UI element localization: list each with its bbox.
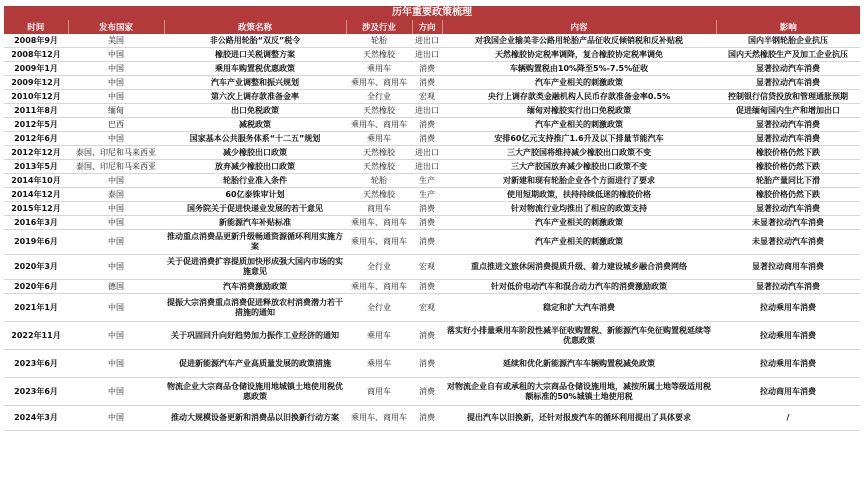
cell-policy: 新能源汽车补贴标准 bbox=[164, 216, 346, 230]
cell-country: 泰国 bbox=[68, 188, 164, 202]
cell-country: 中国 bbox=[68, 350, 164, 378]
cell-content: 使用短期政策，扶持持续低迷的橡胶价格 bbox=[442, 188, 716, 202]
cell-direction: 进出口 bbox=[412, 160, 442, 174]
cell-industry: 天然橡胶 bbox=[346, 160, 412, 174]
cell-time: 2020年3月 bbox=[4, 255, 68, 280]
cell-impact: 促进缅甸国内生产和增加出口 bbox=[716, 104, 860, 118]
cell-impact: 显著拉动汽车消费 bbox=[716, 118, 860, 132]
cell-content: 对物流企业自有或承租的大宗商品仓储设施用地，减按所属土地等级适用税额标准的50%城镇土地使用税 bbox=[442, 378, 716, 406]
cell-policy: 提振大宗消费重点消费促进释放农村消费潜力若干措施的通知 bbox=[164, 294, 346, 322]
table-row bbox=[4, 34, 860, 48]
cell-direction: 消费 bbox=[412, 76, 442, 90]
cell-impact: / bbox=[716, 406, 860, 431]
cell-impact: 拉动乘用车消费 bbox=[716, 294, 860, 322]
cell-country: 缅甸 bbox=[68, 104, 164, 118]
cell-content: 汽车产业相关的刺激政策 bbox=[442, 76, 716, 90]
cell-direction: 消费 bbox=[412, 406, 442, 431]
cell-direction: 消费 bbox=[412, 280, 442, 294]
header-industry: 涉及行业 bbox=[346, 20, 412, 34]
header-direction: 方向 bbox=[412, 20, 442, 34]
table-row bbox=[4, 255, 860, 280]
cell-direction: 消费 bbox=[412, 350, 442, 378]
cell-time: 2013年5月 bbox=[4, 160, 68, 174]
cell-time: 2023年6月 bbox=[4, 350, 68, 378]
table-row bbox=[4, 202, 860, 216]
header-content: 内容 bbox=[442, 20, 716, 34]
cell-direction: 生产 bbox=[412, 174, 442, 188]
cell-time: 2009年1月 bbox=[4, 62, 68, 76]
cell-policy: 汽车消费激励政策 bbox=[164, 280, 346, 294]
cell-industry: 全行业 bbox=[346, 294, 412, 322]
cell-industry: 乘用车 bbox=[346, 322, 412, 350]
cell-policy: 关于巩固回升向好趋势加力振作工业经济的通知 bbox=[164, 322, 346, 350]
cell-policy: 国务院关于促进快递业发展的若干意见 bbox=[164, 202, 346, 216]
cell-country: 中国 bbox=[68, 294, 164, 322]
cell-direction: 消费 bbox=[412, 202, 442, 216]
header-time: 时间 bbox=[4, 20, 68, 34]
cell-impact: 显著拉动汽车消费 bbox=[716, 132, 860, 146]
cell-industry: 轮胎 bbox=[346, 174, 412, 188]
cell-content: 针对低价电动汽车和混合动力汽车的消费激励政策 bbox=[442, 280, 716, 294]
cell-direction: 进出口 bbox=[412, 34, 442, 48]
cell-content: 落实好小排量乘用车阶段性减半征收购置税、新能源汽车免征购置税延续等优惠政策 bbox=[442, 322, 716, 350]
cell-impact: 显著拉动商用车消费 bbox=[716, 255, 860, 280]
cell-impact: 拉动乘用车消费 bbox=[716, 350, 860, 378]
header-impact: 影响 bbox=[716, 20, 860, 34]
cell-content: 天然橡胶协定税率调降，复合橡胶协定税率调免 bbox=[442, 48, 716, 62]
cell-policy: 国家基本公共服务体系“十二五”规划 bbox=[164, 132, 346, 146]
cell-policy: 放弃减少橡胶出口政策 bbox=[164, 160, 346, 174]
cell-time: 2019年6月 bbox=[4, 230, 68, 255]
cell-industry: 全行业 bbox=[346, 90, 412, 104]
table-row bbox=[4, 132, 860, 146]
cell-content: 央行上调存款类金融机构人民币存款准备金率0.5% bbox=[442, 90, 716, 104]
cell-industry: 乘用车 bbox=[346, 132, 412, 146]
cell-direction: 消费 bbox=[412, 216, 442, 230]
cell-industry: 天然橡胶 bbox=[346, 104, 412, 118]
cell-content: 安排60亿元支持推广1.6升及以下排量节能汽车 bbox=[442, 132, 716, 146]
cell-impact: 国内天然橡胶生产及加工企业抗压 bbox=[716, 48, 860, 62]
cell-direction: 进出口 bbox=[412, 146, 442, 160]
cell-country: 中国 bbox=[68, 230, 164, 255]
table-row bbox=[4, 174, 860, 188]
cell-direction: 消费 bbox=[412, 322, 442, 350]
cell-time: 2015年12月 bbox=[4, 202, 68, 216]
table-row bbox=[4, 62, 860, 76]
table-row bbox=[4, 378, 860, 406]
cell-policy: 非公路用轮胎“双反”税令 bbox=[164, 34, 346, 48]
cell-impact: 橡胶价格仍然下跌 bbox=[716, 146, 860, 160]
cell-direction: 进出口 bbox=[412, 104, 442, 118]
cell-time: 2009年12月 bbox=[4, 76, 68, 90]
cell-impact: 控制银行信贷投放和管理通胀预期 bbox=[716, 90, 860, 104]
cell-content: 重点推进文旅休闲消费提质升级、着力建设城乡融合消费网络 bbox=[442, 255, 716, 280]
cell-country: 中国 bbox=[68, 202, 164, 216]
cell-direction: 宏观 bbox=[412, 294, 442, 322]
cell-time: 2021年1月 bbox=[4, 294, 68, 322]
cell-direction: 进出口 bbox=[412, 48, 442, 62]
table-row bbox=[4, 188, 860, 202]
cell-time: 2023年6月 bbox=[4, 378, 68, 406]
cell-industry: 天然橡胶 bbox=[346, 48, 412, 62]
cell-impact: 拉动乘用车消费 bbox=[716, 322, 860, 350]
cell-policy: 橡胶进口关税调整方案 bbox=[164, 48, 346, 62]
cell-country: 中国 bbox=[68, 48, 164, 62]
cell-country: 德国 bbox=[68, 280, 164, 294]
cell-content: 对我国企业输美非公路用轮胎产品征收反倾销税和反补贴税 bbox=[442, 34, 716, 48]
cell-content: 稳定和扩大汽车消费 bbox=[442, 294, 716, 322]
cell-content: 提出汽车以旧换新，还针对报废汽车的循环利用提出了具体要求 bbox=[442, 406, 716, 431]
table-body bbox=[4, 34, 860, 431]
cell-country: 泰国、印尼和马来西亚 bbox=[68, 146, 164, 160]
cell-industry: 天然橡胶 bbox=[346, 188, 412, 202]
cell-direction: 消费 bbox=[412, 230, 442, 255]
cell-industry: 乘用车、商用车 bbox=[346, 216, 412, 230]
cell-time: 2014年12月 bbox=[4, 188, 68, 202]
cell-content: 对新建和现有轮胎企业各个方面进行了要求 bbox=[442, 174, 716, 188]
table-row bbox=[4, 118, 860, 132]
cell-country: 中国 bbox=[68, 132, 164, 146]
cell-policy: 减少橡胶出口政策 bbox=[164, 146, 346, 160]
cell-impact: 橡胶价格仍然下跌 bbox=[716, 188, 860, 202]
cell-impact: 显著拉动汽车消费 bbox=[716, 202, 860, 216]
cell-content: 针对物流行业均推出了相应的政策支持 bbox=[442, 202, 716, 216]
cell-impact: 橡胶价格仍然下跌 bbox=[716, 160, 860, 174]
cell-industry: 全行业 bbox=[346, 255, 412, 280]
cell-country: 中国 bbox=[68, 378, 164, 406]
cell-time: 2008年9月 bbox=[4, 34, 68, 48]
table-row bbox=[4, 322, 860, 350]
cell-policy: 推动重点消费品更新升级畅通资源循环利用实施方案 bbox=[164, 230, 346, 255]
cell-country: 泰国、印尼和马来西亚 bbox=[68, 160, 164, 174]
cell-policy: 出口免税政策 bbox=[164, 104, 346, 118]
table-row bbox=[4, 160, 860, 174]
cell-time: 2008年12月 bbox=[4, 48, 68, 62]
cell-direction: 宏观 bbox=[412, 255, 442, 280]
cell-time: 2012年6月 bbox=[4, 132, 68, 146]
cell-time: 2012年12月 bbox=[4, 146, 68, 160]
cell-policy: 物流企业大宗商品仓储设施用地城镇土地使用税优惠政策 bbox=[164, 378, 346, 406]
cell-direction: 生产 bbox=[412, 188, 442, 202]
cell-industry: 商用车 bbox=[346, 378, 412, 406]
cell-policy: 关于促进消费扩容提质加快形成强大国内市场的实施意见 bbox=[164, 255, 346, 280]
table-row bbox=[4, 406, 860, 431]
cell-policy: 第六次上调存款准备金率 bbox=[164, 90, 346, 104]
cell-industry: 天然橡胶 bbox=[346, 146, 412, 160]
cell-country: 中国 bbox=[68, 406, 164, 431]
cell-impact: 未显著拉动汽车消费 bbox=[716, 216, 860, 230]
cell-industry: 乘用车 bbox=[346, 350, 412, 378]
cell-country: 中国 bbox=[68, 255, 164, 280]
table-row bbox=[4, 294, 860, 322]
cell-policy: 推动大规模设备更新和消费品以旧换新行动方案 bbox=[164, 406, 346, 431]
table-row bbox=[4, 280, 860, 294]
cell-policy: 促进新能源汽车产业高质量发展的政策措施 bbox=[164, 350, 346, 378]
table-row bbox=[4, 146, 860, 160]
cell-direction: 宏观 bbox=[412, 90, 442, 104]
cell-impact: 未显著拉动汽车消费 bbox=[716, 230, 860, 255]
cell-industry: 乘用车、商用车 bbox=[346, 230, 412, 255]
cell-time: 2020年6月 bbox=[4, 280, 68, 294]
cell-policy: 减税政策 bbox=[164, 118, 346, 132]
cell-country: 中国 bbox=[68, 62, 164, 76]
cell-time: 2022年11月 bbox=[4, 322, 68, 350]
cell-direction: 消费 bbox=[412, 118, 442, 132]
table-row bbox=[4, 104, 860, 118]
cell-industry: 乘用车、商用车 bbox=[346, 280, 412, 294]
cell-country: 中国 bbox=[68, 76, 164, 90]
table-row bbox=[4, 76, 860, 90]
cell-policy: 汽车产业调整和振兴规划 bbox=[164, 76, 346, 90]
cell-content: 汽车产业相关的刺激政策 bbox=[442, 230, 716, 255]
cell-industry: 轮胎 bbox=[346, 34, 412, 48]
cell-direction: 消费 bbox=[412, 132, 442, 146]
table-row bbox=[4, 230, 860, 255]
cell-time: 2016年3月 bbox=[4, 216, 68, 230]
table-header-row bbox=[4, 20, 860, 34]
cell-impact: 拉动商用车消费 bbox=[716, 378, 860, 406]
cell-content: 三大产胶国放弃减少橡胶出口政策不变 bbox=[442, 160, 716, 174]
header-policy: 政策名称 bbox=[164, 20, 346, 34]
cell-impact: 显著拉动汽车消费 bbox=[716, 76, 860, 90]
policy-table-container bbox=[4, 6, 860, 431]
cell-industry: 乘用车、商用车 bbox=[346, 76, 412, 90]
header-country: 发布国家 bbox=[68, 20, 164, 34]
cell-time: 2024年3月 bbox=[4, 406, 68, 431]
cell-policy: 乘用车购置税优惠政策 bbox=[164, 62, 346, 76]
cell-content: 缅甸对橡胶实行出口免税政策 bbox=[442, 104, 716, 118]
cell-time: 2010年12月 bbox=[4, 90, 68, 104]
cell-content: 车辆购置税由10%降至5%-7.5%征收 bbox=[442, 62, 716, 76]
cell-impact: 轮胎产量同比下滑 bbox=[716, 174, 860, 188]
table-row bbox=[4, 48, 860, 62]
cell-impact: 显著拉动汽车消费 bbox=[716, 62, 860, 76]
table-row bbox=[4, 350, 860, 378]
table-title: 历年重要政策梳理 bbox=[4, 6, 860, 20]
table-row bbox=[4, 216, 860, 230]
cell-direction: 消费 bbox=[412, 62, 442, 76]
cell-content: 三大产胶国将维持减少橡胶出口政策不变 bbox=[442, 146, 716, 160]
cell-country: 中国 bbox=[68, 90, 164, 104]
cell-direction: 消费 bbox=[412, 378, 442, 406]
cell-industry: 商用车 bbox=[346, 202, 412, 216]
table-row bbox=[4, 90, 860, 104]
cell-time: 2011年8月 bbox=[4, 104, 68, 118]
cell-content: 延续和优化新能源汽车车辆购置税减免政策 bbox=[442, 350, 716, 378]
cell-time: 2012年5月 bbox=[4, 118, 68, 132]
policy-table bbox=[4, 20, 860, 431]
cell-content: 汽车产业相关的刺激政策 bbox=[442, 118, 716, 132]
cell-policy: 轮胎行业准入条件 bbox=[164, 174, 346, 188]
cell-impact: 国内半钢轮胎企业抗压 bbox=[716, 34, 860, 48]
cell-policy: 60亿泰铢审计划 bbox=[164, 188, 346, 202]
cell-country: 中国 bbox=[68, 322, 164, 350]
cell-country: 巴西 bbox=[68, 118, 164, 132]
cell-industry: 乘用车、商用车 bbox=[346, 406, 412, 431]
cell-impact: 显著拉动汽车消费 bbox=[716, 280, 860, 294]
cell-industry: 乘用车 bbox=[346, 62, 412, 76]
cell-country: 中国 bbox=[68, 174, 164, 188]
cell-time: 2014年10月 bbox=[4, 174, 68, 188]
cell-country: 中国 bbox=[68, 216, 164, 230]
cell-country: 美国 bbox=[68, 34, 164, 48]
cell-industry: 乘用车、商用车 bbox=[346, 118, 412, 132]
cell-content: 汽车产业相关的刺激政策 bbox=[442, 216, 716, 230]
